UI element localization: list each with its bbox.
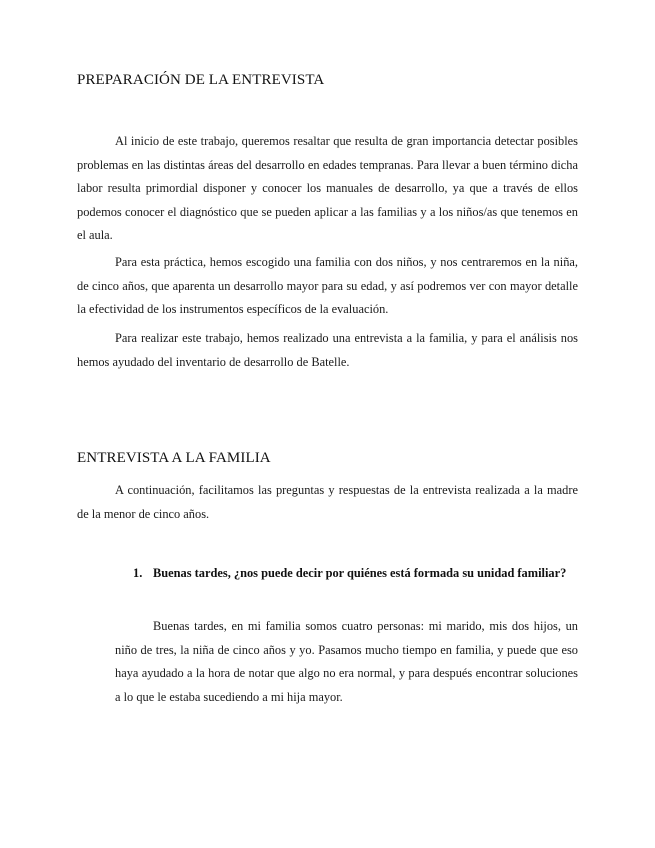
section-heading-preparacion: PREPARACIÓN DE LA ENTREVISTA [77,72,325,88]
paragraph-practica: Para esta práctica, hemos escogido una familia con dos niños, y nos centraremos en la niña, de cinco años, que aparenta un desarrollo mayor para su edad, y así podremos ver con mayor detalle la efectividad de los instrumentos específicos de la evaluación. [77,255,578,317]
question-item [133,562,578,586]
question-number: 1. [133,566,143,580]
section-heading-entrevista: ENTREVISTA A LA FAMILIA [77,450,271,466]
paragraph-batelle: Para realizar este trabajo, hemos realizado una entrevista a la familia, y para el análisis nos hemos ayudado del inventario de desarrollo de Batelle. [77,331,578,369]
paragraph-continuacion: A continuación, facilitamos las preguntas y respuestas de la entrevista realizada a la madre de la menor de cinco años. [77,483,578,521]
paragraph-intro: Al inicio de este trabajo, queremos resaltar que resulta de gran importancia detectar posibles problemas en las distintas áreas del desarrollo en edades tempranas. Para llevar a buen término dicha labor resulta primordial disponer y conocer los manuales de desarrollo, ya que a través de ellos podemos conocer el diagnóstico que se pueden aplicar a las familias y a los niños/as que tenemos en el aula. [77,134,578,243]
question-text: Buenas tardes, ¿nos puede decir por quiénes está formada su unidad familiar? [153,566,567,580]
answer-text: Buenas tardes, en mi familia somos cuatro personas: mi marido, mis dos hijos, un niño de tres, la niña de cinco años y yo. Pasamos mucho tiempo en familia, y puede que eso haya ayudado a la hora de notar que algo no era normal, y para después encontrar soluciones a lo que le estaba sucediendo a mi hija mayor. [115,619,578,704]
